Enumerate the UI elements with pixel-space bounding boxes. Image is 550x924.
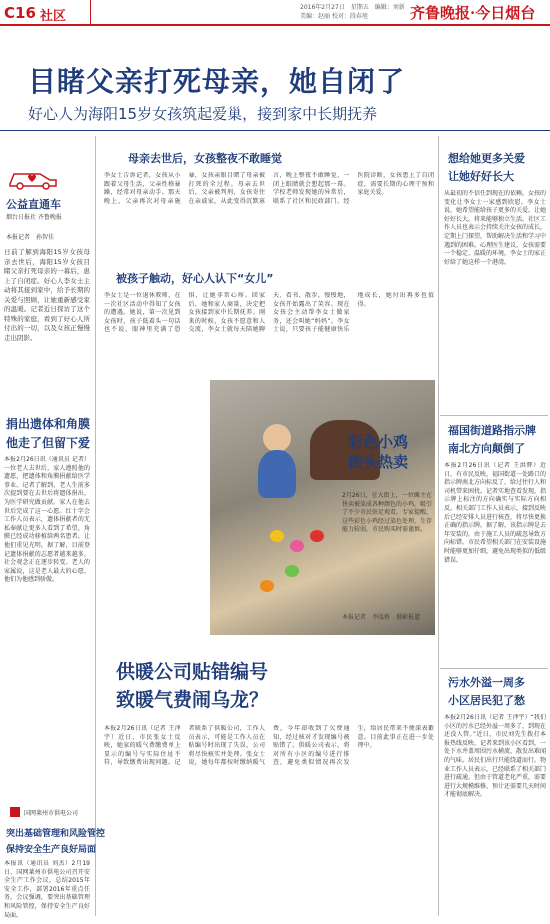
section-divider: [440, 668, 548, 669]
page-header: [0, 0, 550, 26]
header-divider: [90, 0, 100, 26]
photo-chick: [270, 530, 284, 542]
dateline: 2016年2月27日 星期五 编辑：刘新 美编：赵丽 校对：段春旭: [300, 4, 405, 20]
sidebar-box-sub: 烟台日报社 齐鲁晚报: [6, 214, 62, 221]
left-bottom-headline-1: 突出基础管理和风险管控: [6, 829, 106, 839]
sidebar-byline: 本报记者 孙智佳: [6, 234, 55, 241]
photo-chick: [260, 580, 274, 592]
main-headline: 目睹父亲打死母亲，她自闭了: [28, 65, 406, 98]
left-bottom-headline-2: 保持安全生产良好局面: [6, 845, 97, 855]
photo-chick: [290, 540, 304, 552]
masthead: 齐鲁晚报·今日烟台: [410, 4, 536, 22]
column-divider: [95, 136, 96, 916]
left-bottom-label: 国网莱州市供电公司: [24, 810, 79, 817]
state-grid-logo: [10, 807, 20, 817]
story5-body: 本报2月26日讯（记者 王洪辉）近日，有市民反映，福国街道一处路口的指示牌南北方向标反了，给过往行人和司机带来困扰。记者实地查看发现，指示牌上标注的方向确实与实际方向相反。相关部门工作人员表示，接到反映后已经安排人员进行核查，将尽快更换正确的指示牌。据了解，该指示牌是去年安装的，由于施工人员的疏忽导致方向标错。市民希望相关部门在安装设施时能够更加仔细，避免出现类似的低级错误。: [444, 462, 546, 564]
left-story-headline-1: 捐出遗体和角膜: [6, 417, 91, 431]
headline-rule: [0, 130, 550, 131]
photo-chick: [310, 530, 324, 542]
story3-headline-2: 让她好好长大: [448, 170, 514, 183]
photo-credit: 本报记者 李泓桥 摄影报道: [342, 614, 421, 621]
photo-chick: [285, 565, 299, 577]
sidebar-intro: 日前了解到海阳15岁女孩母亲去世后，海阳15岁女孩目睹父亲打死母亲的一幕后，患上了自闭症。好心人李女士主动将其接到家中，给予长期的关爱与照顾，让她重新感受家的温暖。记者近日探访了这个特殊的家庭，看到了好心人所付出的一切，以及女孩正慢慢走出阴影。: [4, 248, 90, 342]
story5-headline-2: 南北方向颠倒了: [448, 442, 525, 455]
left-story-body: 本报2月26日讯（通讯员 记者）一位老人去世后，家人遵照他的遗愿，把遗体和角膜捐献给医学事业。记者了解到，老人生前多次提到要在去世后将遗体捐出，为医学研究做贡献。家人在他去世后完成了这一心愿。红十字会工作人员表示，遗体捐献者的无私奉献让更多人看到了希望，角膜已经成功移植给两名患者，让他们重见光明。据了解，目前登记遗体捐献的志愿者越来越多，社会观念正在逐步转变。老人的家属说，这是老人最大的心愿，他们为他感到骄傲。: [4, 456, 90, 584]
section-name: 社区: [40, 9, 67, 24]
story1-body: 李女士告诉记者，女孩从小跟着父母生活，父亲性格暴躁，经常对母亲动手。那天晚上，父亲再次对母亲施暴，女孩亲眼目睹了母亲被打死的全过程。母亲去世后，父亲被判刑，女孩寄住在亲戚家，从此变得沉默寡言，晚上整夜不敢睡觉，一闭上眼睛就会想起那一幕。学校老师发现她的异常后，联系了社区和民政部门。经医院诊断，女孩患上了自闭症，需要长期的心理干预和家庭关爱。: [104, 172, 434, 205]
photo-caption: 2月26日，在大街上，一位摊主在售卖被染成各种颜色的小鸡，吸引了不少市民驻足观看。专家提醒，这些彩色小鸡经过染色处理，生存能力较弱，市民购买时需谨慎。: [342, 492, 432, 534]
photo-caption-title-1: 彩色小鸡: [348, 433, 409, 451]
story6-body: 本报2月26日讯（记者 王泽宇）“我们小区的污水已经外溢一周多了，到现在还没人管。”近日，市民刘先生拨打本报热线反映。记者来到该小区看到，一处下水井盖周围污水横流，散发出难闻的气味。居民们出行只能绕道而行。物业工作人员表示，已经联系了相关部门进行疏通，但由于管道老化严重，需要进行大规模维修，预计还需要几天时间才能彻底解决。: [444, 714, 546, 799]
column-divider: [438, 136, 439, 916]
story5-headline-1: 福国街道路指示牌: [448, 424, 536, 437]
story2-headline: 被孩子触动，好心人认下“女儿”: [116, 272, 274, 285]
left-bottom-body: 本报讯（通讯员 刘杰）2月19日，国网莱州市供电公司召开安全生产工作会议，总结2015年安全工作，部署2016年重点任务。会议强调，要突出基础管理和风险管控，保持安全生产良好局面。: [4, 860, 90, 919]
story4-body: 本报2月26日讯（记者 王泽宇）近日，市民张女士反映，她家的暖气费缴费单上显示的编号与实际住址不符，导致缴费出现问题。记者联系了供暖公司，工作人员表示，可能是工作人员在贴编号时出现了失误，公司将尽快核实并处理。张女士说，她每年都按时缴纳暖气费，今年却收到了欠费通知，经过核对才发现编号被贴错了。供暖公司表示，将对所有小区的编号进行排查，避免类似情况再次发生，给居民带来不便深表歉意。目前此事正在进一步处理中。: [104, 725, 434, 767]
story4-headline-2: 致暖气费闹乌龙？: [116, 689, 269, 711]
section-divider: [440, 415, 548, 416]
story3-body: 从最初的不信任到现在的依赖，女孩的变化让李女士一家感到欣慰。李女士说，她希望能给孩子更多的关爱，让她好好长大，将来能够独立生活。社区工作人员也表示会持续关注女孩的成长，定期上门探望，帮助解决生活和学习中遇到的困难。心理医生建议，女孩需要一个稳定、温暖的环境，李女士的家正好给了她这样一个港湾。: [444, 190, 546, 266]
main-subheadline: 好心人为海阳15岁女孩筑起爱巢，接到家中长期抚养: [28, 105, 378, 123]
story1-headline: 母亲去世后，女孩整夜不敢睡觉: [128, 152, 282, 165]
story6-headline-1: 污水外溢一周多: [448, 676, 525, 689]
story2-body: 李女士是一位退休教师，在一次社区活动中得知了女孩的遭遇。她说，第一次见到女孩时，孩子低着头一句话也不说，眼神里充满了恐惧，让她非常心疼。回家后，她和家人商量，决定把女孩接到家中长期抚养。刚来的时候，女孩不愿意和人交流，李女士就每天陪她聊天、看书、散步，慢慢地，女孩开始露出了笑容。现在女孩会主动帮李女士做家务，还会叫她“妈妈”。李女士说，只要孩子能健康快乐地成长，她付出再多也值得。: [104, 292, 434, 334]
charity-car-icon: [6, 166, 60, 190]
photo-caption-title-2: 街头热卖: [348, 453, 409, 471]
page-number: C16: [4, 4, 36, 22]
left-story-headline-2: 他走了但留下爱: [6, 436, 91, 450]
sidebar-box-title: 公益直通车: [6, 198, 61, 211]
story3-headline-1: 想给她更多关爱: [448, 152, 525, 165]
photo-child: [258, 450, 296, 498]
photo-child-head: [263, 424, 291, 452]
story6-headline-2: 小区居民犯了愁: [448, 694, 525, 707]
story4-headline-1: 供暖公司贴错编号: [116, 661, 269, 683]
